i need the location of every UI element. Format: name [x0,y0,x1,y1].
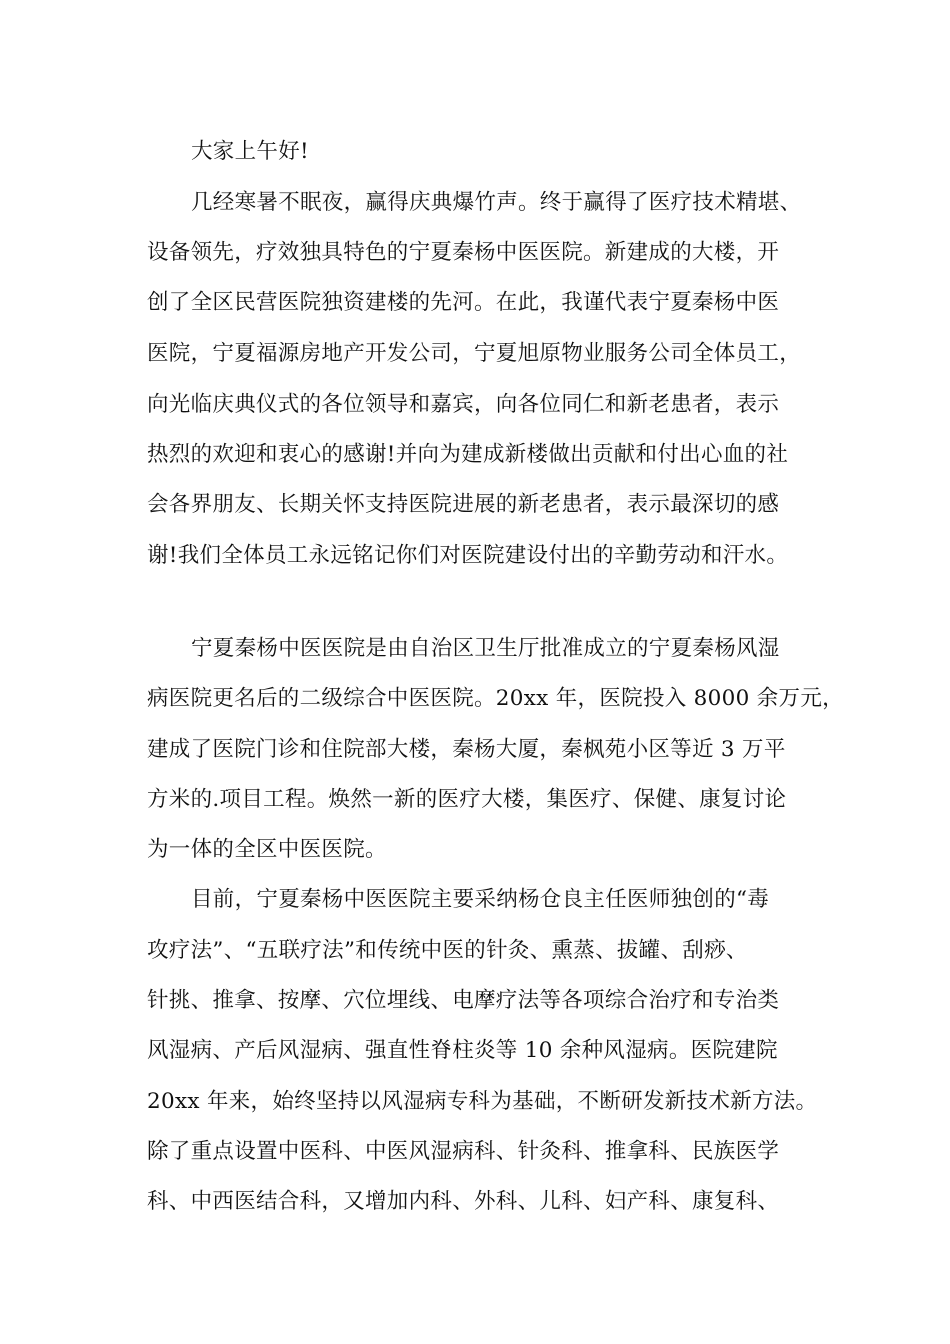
paragraph-2-line-2: 病医院更名后的二级综合中医医院。20xx 年，医院投入 8000 余万元， [147,686,844,711]
paragraph-1-line-2: 设备领先，疗效独具特色的宁夏秦杨中医医院。新建成的大楼，开 [147,240,780,265]
greeting-line: 大家上午好! [191,139,309,164]
paragraph-3-line-6: 除了重点设置中医科、中医风湿病科、针灸科、推拿科、民族医学 [147,1139,780,1164]
paragraph-1-line-4: 医院，宁夏福源房地产开发公司，宁夏旭原物业服务公司全体员工， [147,341,802,366]
paragraph-1-line-1: 几经寒暑不眠夜，赢得庆典爆竹声。终于赢得了医疗技术精堪、 [191,190,802,215]
paragraph-1-line-7: 会各界朋友、长期关怀支持医院进展的新老患者，表示最深切的感 [147,492,780,517]
paragraph-3-line-2: 攻疗法”、“五联疗法”和传统中医的针灸、熏蒸、拔罐、刮痧、 [147,938,748,963]
paragraph-1-line-6: 热烈的欢迎和衷心的感谢!并向为建成新楼做出贡献和付出心血的社 [147,442,789,467]
paragraph-3-line-3: 针挑、推拿、按摩、穴位埋线、电摩疗法等各项综合治疗和专治类 [147,988,780,1013]
paragraph-1-line-5: 向光临庆典仪式的各位领导和嘉宾，向各位同仁和新老患者，表示 [147,392,780,417]
paragraph-3-line-1: 目前，宁夏秦杨中医医院主要采纳杨仓良主任医师独创的“毒 [191,887,770,912]
paragraph-1-line-3: 创了全区民营医院独资建楼的先河。在此，我谨代表宁夏秦杨中医 [147,290,780,315]
paragraph-3-line-7: 科、中西医结合科，又增加内科、外科、儿科、妇产科、康复科、 [147,1189,780,1214]
paragraph-3-line-4: 风湿病、产后风湿病、强直性脊柱炎等 10 余种风湿病。医院建院 [147,1038,778,1063]
paragraph-3-line-5: 20xx 年来，始终坚持以风湿病专科为基础，不断研发新技术新方法。 [147,1089,818,1114]
paragraph-2-line-3: 建成了医院门诊和住院部大楼，秦杨大厦，秦枫苑小区等近 3 万平 [147,737,786,762]
paragraph-1-line-8: 谢!我们全体员工永远铭记你们对医院建设付出的辛勤劳动和汗水。 [147,543,789,568]
paragraph-2-line-4: 方米的.项目工程。焕然一新的医疗大楼，集医疗、保健、康复讨论 [147,787,787,812]
paragraph-2-line-5: 为一体的全区中医医院。 [147,837,387,862]
paragraph-2-line-1: 宁夏秦杨中医医院是由自治区卫生厅批准成立的宁夏秦杨风湿 [191,636,780,661]
